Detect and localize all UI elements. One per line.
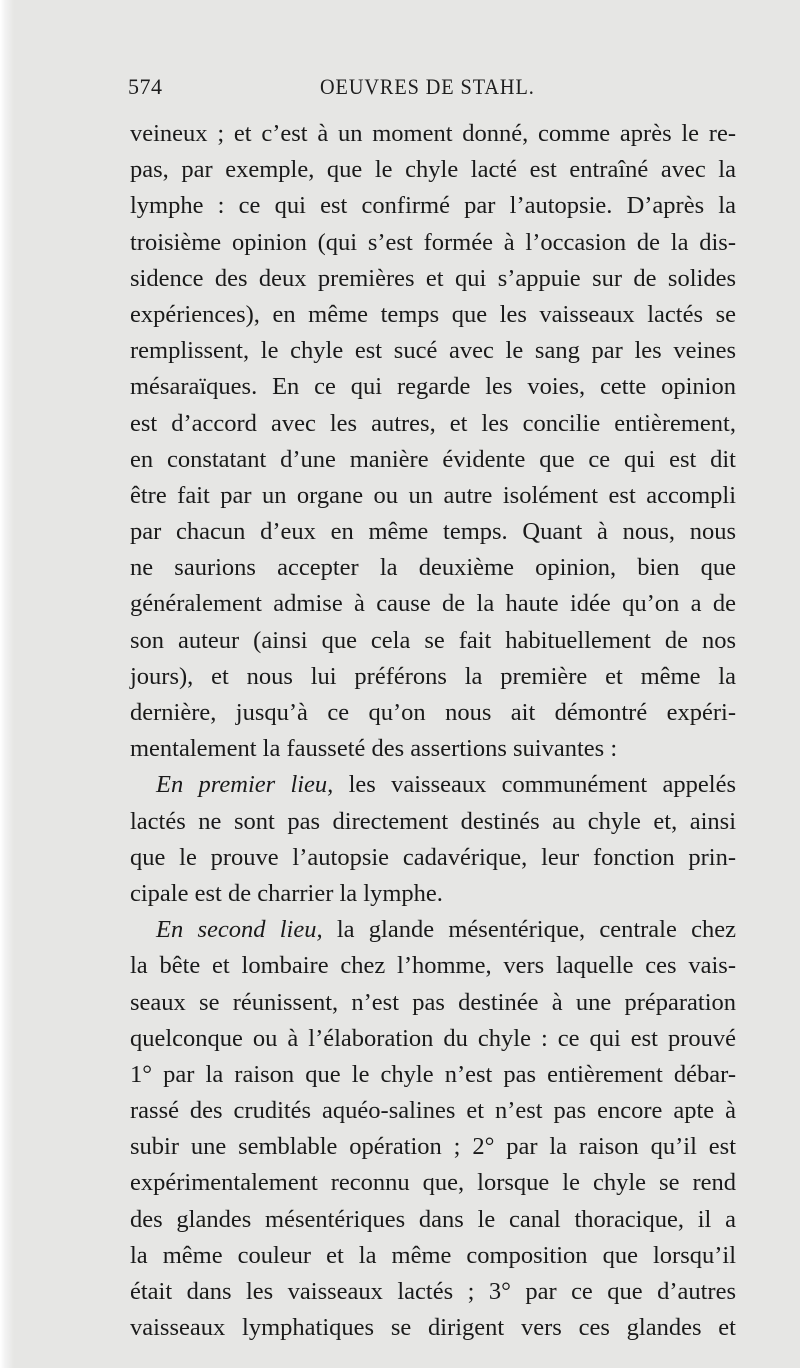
- text-line: [130, 1093, 736, 1129]
- text-line: [130, 1057, 736, 1093]
- text-line: [130, 369, 736, 405]
- italic-phrase: En premier lieu,: [156, 771, 334, 799]
- line-text: la même couleur et la même composition que lorsqu’il: [130, 1241, 736, 1269]
- line-text: est d’accord avec les autres, et les concilie entièrement,: [130, 409, 736, 437]
- body-text: [130, 116, 736, 1346]
- line-text: sidence des deux premières et qui s’appuie sur de solides: [130, 264, 736, 292]
- line-text: lactés ne sont pas directement destinés au chyle et, ainsi: [130, 807, 736, 835]
- text-line: [130, 1129, 736, 1165]
- line-text: pas, par exemple, que le chyle lacté est entraîné avec la: [130, 156, 736, 184]
- line-text: les vaisseaux communément appelés: [333, 771, 736, 799]
- line-text: généralement admise à cause de la haute idée qu’on a de: [130, 590, 736, 618]
- line-text: mésaraïques. En ce qui regarde les voies, cette opinion: [130, 373, 736, 401]
- text-line: [130, 116, 736, 152]
- line-text: troisième opinion (qui s’est formée à l’occasion de la dis-: [130, 228, 736, 256]
- text-line: [130, 1274, 736, 1310]
- text-line: [130, 731, 736, 767]
- line-text: veineux ; et c’est à un moment donné, comme après le re-: [130, 120, 736, 147]
- text-line: [130, 840, 736, 876]
- text-line: [130, 985, 736, 1021]
- line-text: était dans les vaisseaux lactés ; 3° par ce que d’autres: [130, 1278, 736, 1305]
- text-line: [130, 586, 736, 622]
- line-text: 1° par la raison que le chyle n’est pas entièrement débar-: [130, 1060, 736, 1088]
- line-text: en constatant d’une manière évidente que ce qui est dit: [130, 445, 736, 473]
- text-line: [130, 876, 736, 912]
- line-text: subir une semblable opération ; 2° par la raison qu’il est: [130, 1133, 736, 1161]
- line-text: ne saurions accepter la deuxième opinion, bien que: [130, 554, 736, 582]
- line-text: la bête et lombaire chez l’homme, vers laquelle ces vais-: [130, 952, 736, 980]
- text-line: [130, 695, 736, 731]
- text-line: [130, 623, 736, 659]
- line-text: remplissent, le chyle est sucé avec le sang par les veines: [130, 337, 736, 365]
- page-gutter-shadow: [0, 0, 14, 1368]
- text-line: [130, 225, 736, 261]
- text-line: [130, 550, 736, 586]
- line-text: être fait par un organe ou un autre isolément est accompli: [130, 481, 736, 509]
- line-text: lymphe : ce qui est confirmé par l’autopsie. D’après la: [130, 192, 736, 220]
- text-line: [130, 659, 736, 695]
- line-text: dernière, jusqu’à ce qu’on nous ait démontré expéri-: [130, 699, 736, 726]
- text-line: [130, 1165, 736, 1201]
- italic-phrase: En second lieu,: [156, 916, 323, 944]
- page-header: [128, 74, 738, 102]
- text-line: [130, 406, 736, 442]
- running-title: OEUVRES DE STAHL.: [320, 74, 535, 99]
- line-text: mentalement la fausseté des assertions suivantes :: [130, 735, 618, 763]
- line-text: son auteur (ainsi que cela se fait habituellement de nos: [130, 626, 736, 654]
- line-text: seaux se réunissent, n’est pas destinée à une préparation: [130, 988, 736, 1016]
- text-line: [130, 1021, 736, 1057]
- line-text: expériences), en même temps que les vaisseaux lactés se: [130, 300, 736, 328]
- line-text: cipale est de charrier la lymphe.: [130, 879, 443, 907]
- page-number: 574: [128, 74, 163, 99]
- text-line: [130, 297, 736, 333]
- line-text: rassé des crudités aquéo-salines et n’est pas encore apte à: [130, 1097, 736, 1125]
- text-line: [130, 948, 736, 984]
- text-line: [130, 514, 736, 550]
- text-line: [130, 1310, 736, 1346]
- line-text: par chacun d’eux en même temps. Quant à nous, nous: [130, 518, 736, 546]
- line-text: jours), et nous lui préférons la première et même la: [130, 662, 736, 690]
- line-text: vaisseaux lymphatiques se dirigent vers ces glandes et: [130, 1314, 736, 1342]
- text-line: [130, 1202, 736, 1238]
- text-line: [130, 1238, 736, 1274]
- text-line: [130, 188, 736, 224]
- line-text: quelconque ou à l’élaboration du chyle : ce qui est prouvé: [130, 1024, 736, 1052]
- text-line: [130, 333, 736, 369]
- text-line: [130, 442, 736, 478]
- text-line: [130, 478, 736, 514]
- line-text: expérimentalement reconnu que, lorsque le chyle se rend: [130, 1169, 736, 1197]
- text-line: [130, 912, 736, 948]
- line-text: des glandes mésentériques dans le canal thoracique, il a: [130, 1205, 736, 1233]
- text-line: [130, 261, 736, 297]
- text-line: [130, 152, 736, 188]
- line-text: la glande mésentérique, centrale chez: [322, 916, 736, 944]
- text-line: [130, 767, 736, 803]
- text-line: [130, 804, 736, 840]
- line-text: que le prouve l’autopsie cadavérique, leur fonction prin-: [130, 843, 736, 871]
